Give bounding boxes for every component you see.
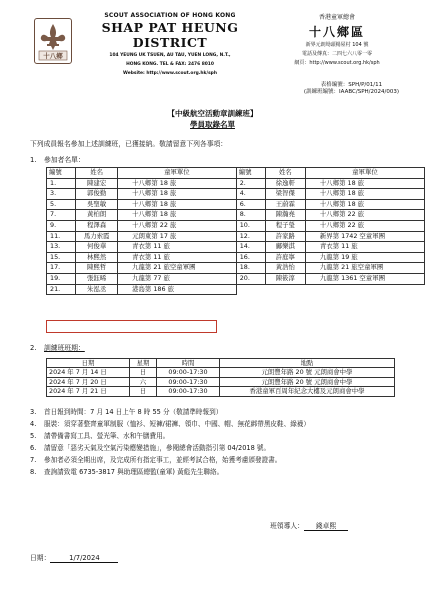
district-logo [34, 18, 72, 64]
schedule-weekday: 六 [130, 377, 157, 386]
note-number: 4. [30, 420, 37, 428]
org-name-big-cn: 十八鄉區 [308, 25, 365, 39]
participant-name: 梁智傑 [265, 189, 305, 200]
participant-number: 13. [47, 242, 76, 253]
column-header: 編號 [236, 168, 265, 179]
org-header-cn [262, 12, 412, 67]
table-row [47, 189, 425, 200]
participant-name: 馬力索霞 [76, 231, 118, 242]
participant-unit: 九龍第 19 旅 [305, 252, 424, 263]
website-cn: 網頁：http://www.scout.org.hk/sph [294, 60, 380, 66]
table-row [47, 231, 425, 242]
participant-name: 許庭寧 [265, 252, 305, 263]
participant-unit: 新界第 1742 空童軍團 [305, 231, 424, 242]
table-header-row [47, 359, 395, 368]
participant-number: 11. [47, 231, 76, 242]
participant-name: 張鈺晞 [76, 273, 118, 284]
course-ref-number: (訓練班編號：IAABC/SPH/2024/003) [303, 89, 399, 95]
section-schedule [30, 342, 85, 352]
column-header: 時間 [157, 359, 220, 368]
participant-name: 陳瀚堯 [265, 210, 305, 221]
participant-name: 程子瑩 [265, 220, 305, 231]
date-block [30, 552, 118, 563]
table-row [47, 284, 425, 295]
schedule-venue: 香港童軍百周年紀念大樓及元朗商會中學 [220, 387, 395, 396]
schedule-time: 09:00-17:30 [157, 368, 220, 377]
column-header: 姓名 [265, 168, 305, 179]
date-value: 1/7/2024 [50, 554, 118, 563]
fleur-de-lis-icon [36, 20, 70, 62]
section-number: 2. [30, 344, 37, 352]
org-name-small-en: SCOUT ASSOCIATION OF HONG KONG [104, 12, 236, 19]
participant-name: 徐逸軒 [265, 178, 305, 189]
note-number: 8. [30, 468, 37, 476]
list-item [30, 454, 310, 466]
participant-name: 林熙然 [76, 252, 118, 263]
participant-unit: 十八鄉第 22 旅 [305, 210, 424, 221]
participant-name: 何俊華 [76, 242, 118, 253]
participant-unit: 九龍第 21 旅空童軍團 [118, 263, 237, 274]
schedule-weekday: 日 [130, 368, 157, 377]
column-header: 童軍單位 [118, 168, 237, 179]
note-text: 服裝：須穿著整齊童軍制服（恤衫、短褲/裙褲、領巾、中國、帽、無花綁帶黑皮鞋、綠襪） [44, 420, 310, 428]
participant-name: 吳聖敏 [76, 199, 118, 210]
participant-name: 陳筱淳 [265, 273, 305, 284]
participant-unit: 十八鄉第 18 旅 [305, 178, 424, 189]
participant-unit: 九龍第 77 旅 [118, 273, 237, 284]
participant-number: 14. [236, 242, 265, 253]
highlight-box [46, 320, 217, 333]
course-title: 【中級航空活動章訓練班】 [167, 109, 258, 118]
participant-name: 朱泓丞 [76, 284, 118, 295]
participant-number: 8. [236, 210, 265, 221]
participant-unit: 青衣第 11 旅 [305, 242, 424, 253]
participant-number: 4. [236, 189, 265, 200]
form-number-block [304, 82, 399, 96]
notes-list [30, 406, 310, 478]
participant-name: 程澤森 [76, 220, 118, 231]
column-header: 星期 [130, 359, 157, 368]
note-text: 參加者必須全期出席，及完成所有指定事工，並經考試合格，始獲考慮頒發證書。 [44, 456, 282, 464]
note-text: 查詢請致電 6735-3817 與助理區總監(童軍) 黃彪先生聯絡。 [44, 468, 224, 476]
participant-number: 10. [236, 220, 265, 231]
participant-name [265, 284, 305, 295]
table-row [47, 220, 425, 231]
table-row [47, 273, 425, 284]
participant-number: 18. [236, 263, 265, 274]
table-row [47, 252, 425, 263]
form-number: 表格編號：SPH/P/01/11 [320, 82, 383, 88]
note-number: 3. [30, 408, 37, 416]
note-number: 6. [30, 444, 37, 452]
org-name-small-cn: 香港童軍總會 [318, 14, 355, 21]
schedule-date: 2024 年 7 月 21 日 [47, 387, 130, 396]
section-label: 參加者名單： [44, 156, 85, 164]
list-title: 學員取錄名單 [190, 120, 235, 129]
schedule-time: 09:00-17:30 [157, 387, 220, 396]
note-text: 首日報到時間：7 月 14 日上午 8 時 55 分（敬請準時報到） [44, 408, 223, 416]
participant-number [236, 284, 265, 295]
schedule-date: 2024 年 7 月 14 日 [47, 368, 130, 377]
note-text: 請留意「惡劣天氣及空氣污染應變措施」，參閱總會活動指引第 04/2018 號。 [44, 444, 271, 452]
participant-unit: 十八鄉第 18 旅 [118, 189, 237, 200]
participant-unit: 十八鄉第 18 旅 [118, 178, 237, 189]
participant-number: 17. [47, 263, 76, 274]
participant-name: 黃柏朗 [76, 210, 118, 221]
column-header: 姓名 [76, 168, 118, 179]
table-row [47, 199, 425, 210]
participant-number: 6. [236, 199, 265, 210]
participant-name: 鄺樂淇 [265, 242, 305, 253]
table-row [47, 263, 425, 274]
table-row [47, 210, 425, 221]
participant-number: 16. [236, 252, 265, 263]
participant-unit [305, 284, 424, 295]
website-en: Website: http://www.scout.org.hk/sph [123, 71, 217, 76]
section-participants [30, 154, 85, 164]
participant-number: 5. [47, 199, 76, 210]
participant-unit: 九龍第 21 旅空童軍團 [305, 263, 424, 274]
participant-number: 3. [47, 189, 76, 200]
note-number: 5. [30, 432, 37, 440]
participant-unit: 十八鄉第 22 旅 [305, 220, 424, 231]
participant-name: 郭俊勤 [76, 189, 118, 200]
participant-unit: 十八鄉第 18 旅 [305, 199, 424, 210]
list-item [30, 442, 310, 454]
schedule-time: 09:00-17:30 [157, 377, 220, 386]
table-row [47, 178, 425, 189]
section-number: 1. [30, 156, 37, 164]
address-en-line1: 104 YEUNG UK TSUEN, AU TAU, YUEN LONG, N.T., [109, 53, 231, 58]
table-row [47, 242, 425, 253]
schedule-date: 2024 年 7 月 20 日 [47, 377, 130, 386]
participant-unit: 青衣第 11 旅 [118, 252, 237, 263]
participant-number: 21. [47, 284, 76, 295]
table-row [47, 368, 395, 377]
schedule-table [46, 358, 395, 397]
address-cn-line2: 電話及傳真：二四七六八零一零 [301, 51, 372, 57]
date-label: 日期： [30, 554, 51, 562]
org-header-en [82, 12, 258, 77]
participant-unit: 十八鄉第 18 旅 [118, 210, 237, 221]
participant-number: 19. [47, 273, 76, 284]
participant-unit: 九龍第 1361 空童軍團 [305, 273, 424, 284]
list-item [30, 466, 310, 478]
list-item [30, 406, 310, 418]
schedule-weekday: 日 [130, 387, 157, 396]
participant-unit: 青衣第 11 旅 [118, 242, 237, 253]
list-item [30, 418, 310, 430]
participant-number: 20. [236, 273, 265, 284]
org-name-big-en: SHAP PAT HEUNG DISTRICT [101, 20, 239, 50]
participant-unit: 十八鄉第 22 旅 [118, 220, 237, 231]
column-header: 地點 [220, 359, 395, 368]
participant-number: 15. [47, 252, 76, 263]
table-row [47, 377, 395, 386]
note-number: 7. [30, 456, 37, 464]
participant-name: 陳熙哲 [76, 263, 118, 274]
intro-text: 下列成員報名參加上述訓練班，已獲接納。敬請留意下列各事項： [30, 140, 228, 148]
participant-number: 9. [47, 220, 76, 231]
participant-unit: 十八鄉第 18 旅 [118, 199, 237, 210]
participant-number: 1. [47, 178, 76, 189]
participant-number: 2. [236, 178, 265, 189]
column-header: 編號 [47, 168, 76, 179]
participant-name: 王蔚霖 [265, 199, 305, 210]
participant-name: 陳建宏 [76, 178, 118, 189]
participant-name: 黃浩怡 [265, 263, 305, 274]
table-header-row [47, 168, 425, 179]
participant-unit: 元朗東第 17 旅 [118, 231, 237, 242]
signoff-name: 錢卓熙 [304, 520, 348, 531]
column-header: 童軍單位 [305, 168, 424, 179]
signoff-label: 班領導人： [270, 522, 304, 530]
table-row [47, 387, 395, 396]
participant-unit: 港島第 186 旅 [118, 284, 237, 295]
note-text: 請帶備書寫工具、螢光筆、水和午膳費用。 [44, 432, 170, 440]
schedule-venue: 元朗豐年路 20 號 元朗商會中學 [220, 377, 395, 386]
svg-text:十八鄉: 十八鄉 [43, 52, 63, 61]
participant-number: 7. [47, 210, 76, 221]
column-header: 日期 [47, 359, 130, 368]
schedule-venue: 元朗豐年路 20 號 元朗商會中學 [220, 368, 395, 377]
signoff [270, 520, 348, 531]
participant-name: 許家路 [265, 231, 305, 242]
list-item [30, 430, 310, 442]
participants-table [46, 167, 425, 295]
address-cn-line1: 新界元朗坳頭楊屋村 104 號 [305, 42, 369, 48]
section-label: 訓練班班期： [44, 344, 85, 352]
participant-unit: 十八鄉第 18 旅 [305, 189, 424, 200]
address-en-line2: HONG KONG. TEL & FAX: 2476 8010 [126, 62, 214, 67]
participant-number: 12. [236, 231, 265, 242]
